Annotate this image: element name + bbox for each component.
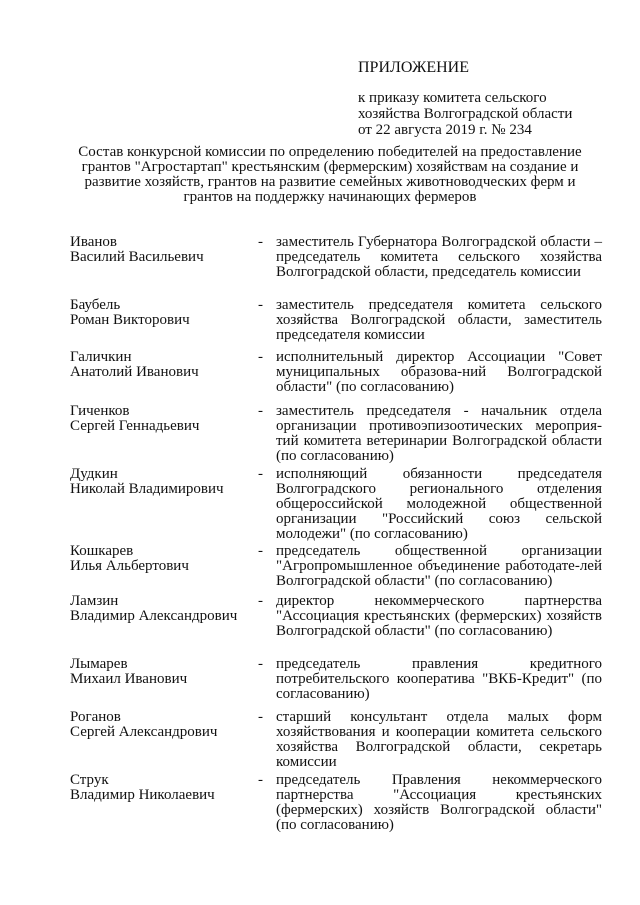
member-surname: Гиченков <box>70 403 130 419</box>
member-name <box>70 594 250 624</box>
member-name <box>70 298 250 328</box>
member-given-names: Михаил Иванович <box>70 671 188 687</box>
member-role: заместитель председателя - начальник отдела организации противоэпизоотических мероприя-тий комитета ветеринарии Волгоградской области (по согласованию) <box>276 403 602 464</box>
document-title: Состав конкурсной комиссии по определению победителей на предоставление грантов "Агростартап" крестьянским (фермерским) хозяйствам на создание и развитие хозяйств, грантов на развитие семейных животноводческих ферм и грантов на поддержку начинающих фермеров <box>78 144 582 205</box>
member-role: заместитель Губернатора Волгоградской области – председатель комитета сельского хозяйства Волгоградской области, председатель комиссии <box>276 234 602 280</box>
member-name <box>70 404 250 434</box>
appendix-block <box>358 60 618 138</box>
appendix-line-1: к приказу комитета сельского <box>358 90 547 106</box>
member-given-names: Илья Альбертович <box>70 558 189 574</box>
member-given-names: Сергей Геннадьевич <box>70 418 200 434</box>
member-role: председатель правления кредитного потребительского кооператива "ВКБ-Кредит" (по согласованию) <box>276 656 602 702</box>
member-given-names: Василий Васильевич <box>70 249 204 265</box>
member-name <box>70 544 250 574</box>
member-given-names: Сергей Александрович <box>70 724 218 740</box>
member-given-names: Владимир Николаевич <box>70 787 215 803</box>
member-role: исполняющий обязанности председателя Волгоградского регионального отделения общероссийской молодежной общественной организации "Российский союз сельской молодежи" (по согласованию) <box>276 466 602 542</box>
member-dash: - <box>258 349 263 365</box>
member-name <box>70 773 250 803</box>
member-role: директор некоммерческого партнерства "Ассоциация крестьянских (фермерских) хозяйств Волгоградской области" (по согласованию) <box>276 593 602 639</box>
appendix-title: ПРИЛОЖЕНИЕ <box>358 59 470 76</box>
member-given-names: Анатолий Иванович <box>70 364 199 380</box>
member-surname: Дудкин <box>70 466 118 482</box>
member-surname: Ламзин <box>70 593 119 609</box>
member-name <box>70 467 250 497</box>
member-surname: Струк <box>70 772 109 788</box>
member-role: старший консультант отдела малых форм хозяйствования и кооперации комитета сельского хозяйства Волгоградской области, секретарь комиссии <box>276 709 602 770</box>
member-dash: - <box>258 656 263 672</box>
member-dash: - <box>258 466 263 482</box>
member-given-names: Владимир Александрович <box>70 608 238 624</box>
member-surname: Иванов <box>70 234 117 250</box>
member-role: заместитель председателя комитета сельского хозяйства Волгоградской области, заместитель председателя комиссии <box>276 297 602 343</box>
member-dash: - <box>258 234 263 250</box>
member-name <box>70 350 250 380</box>
member-name <box>70 235 250 265</box>
member-dash: - <box>258 593 263 609</box>
member-surname: Кошкарев <box>70 543 134 559</box>
member-dash: - <box>258 709 263 725</box>
member-dash: - <box>258 403 263 419</box>
member-dash: - <box>258 297 263 313</box>
member-dash: - <box>258 543 263 559</box>
member-name <box>70 657 250 687</box>
member-dash: - <box>258 772 263 788</box>
appendix-line-3: от 22 августа 2019 г. № 234 <box>358 122 532 138</box>
member-role: председатель общественной организации "Агропромышленное объединение работодате-лей Волгоградской области" (по согласованию) <box>276 543 602 589</box>
member-surname: Лымарев <box>70 656 128 672</box>
member-name <box>70 710 250 740</box>
member-given-names: Роман Викторович <box>70 312 190 328</box>
member-surname: Роганов <box>70 709 121 725</box>
member-surname: Баубель <box>70 297 121 313</box>
member-surname: Галичкин <box>70 349 132 365</box>
member-given-names: Николай Владимирович <box>70 481 224 497</box>
member-role: исполнительный директор Ассоциации "Совет муниципальных образова-ний Волгоградской области" (по согласованию) <box>276 349 602 395</box>
member-role: председатель Правления некоммерческого партнерства "Ассоциация крестьянских (фермерских) хозяйств Волгоградской области" (по согласованию) <box>276 772 602 833</box>
appendix-line-2: хозяйства Волгоградской области <box>358 106 573 122</box>
